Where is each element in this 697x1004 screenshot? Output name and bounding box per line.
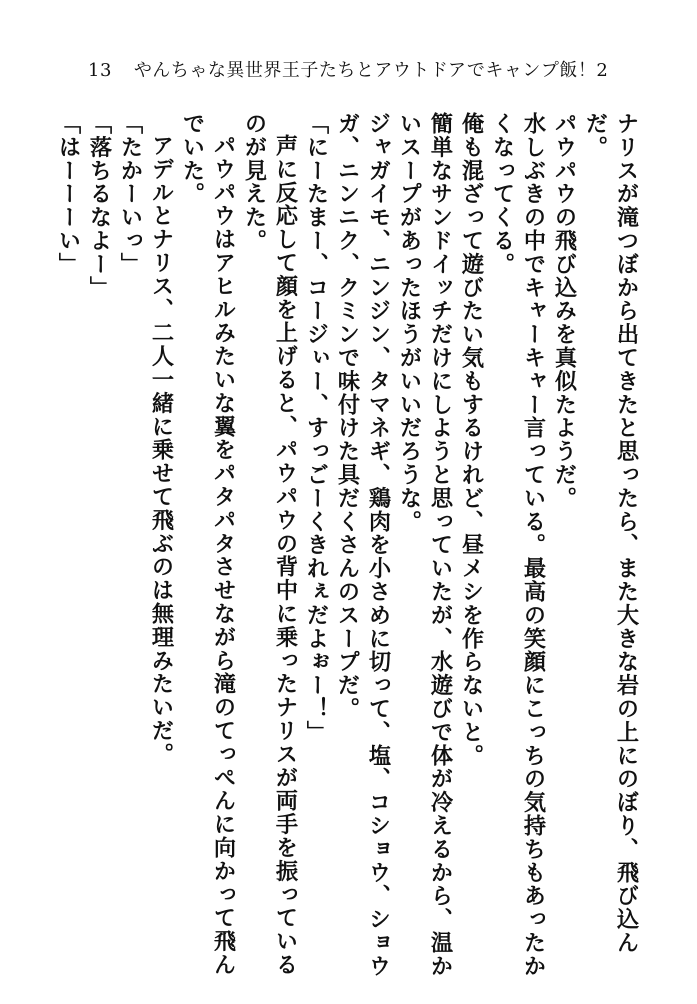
page-number: 13 xyxy=(88,60,112,81)
paragraph: パウパウの飛び込みを真似たようだ。 xyxy=(551,112,577,510)
paragraph: ナリスが滝つぼから出てきたと思ったら、また大きな岩の上にのぼり、飛び込んだ。 xyxy=(582,112,639,955)
dialogue-line: 「たかーいっ」 xyxy=(117,112,143,276)
page-header xyxy=(88,56,608,82)
paragraph: 水しぶきの中でキャーキャー言っている。最高の笑顔にこっちの気持ちもあったかくなってくる。 xyxy=(489,112,546,978)
paragraph: アデルとナリス、二人一緒に乗せて飛ぶのは無理みたいだ。 xyxy=(148,134,174,766)
dialogue-line: 「はーーーい」 xyxy=(55,112,81,276)
paragraph: 俺も混ざって遊びたい気もするけれど、昼メシを作らないと。 xyxy=(458,112,484,768)
paragraph: 声に反応して顔を上げると、パウパウの背中に乗ったナリスが両手を振っているのが見えた。 xyxy=(241,112,298,977)
dialogue-line: 「にーたまー、コージぃー、すっごーくきれぇだよぉー！」 xyxy=(303,112,329,744)
paragraph: 簡単なサンドイッチだけにしようと思っていたが、水遊びで体が冷えるから、温かいスープがあったほうがいいだろうな。 xyxy=(396,112,453,978)
dialogue-line: 「落ちるなよー」 xyxy=(86,112,112,300)
book-title: やんちゃな異世界王子たちとアウトドアでキャンプ飯！2 xyxy=(133,60,609,81)
paragraph: ジャガイモ、ニンジン、タマネギ、鶏肉を小さめに切って、塩、コショウ、ショウガ、ニンニク、クミンで味付けた具だくさんのスープだ。 xyxy=(334,112,391,978)
vertical-text-body xyxy=(52,112,641,978)
paragraph: パウパウはアヒルみたいな翼をパタパタさせながら滝のてっぺんに向かって飛んでいた。 xyxy=(179,112,236,977)
